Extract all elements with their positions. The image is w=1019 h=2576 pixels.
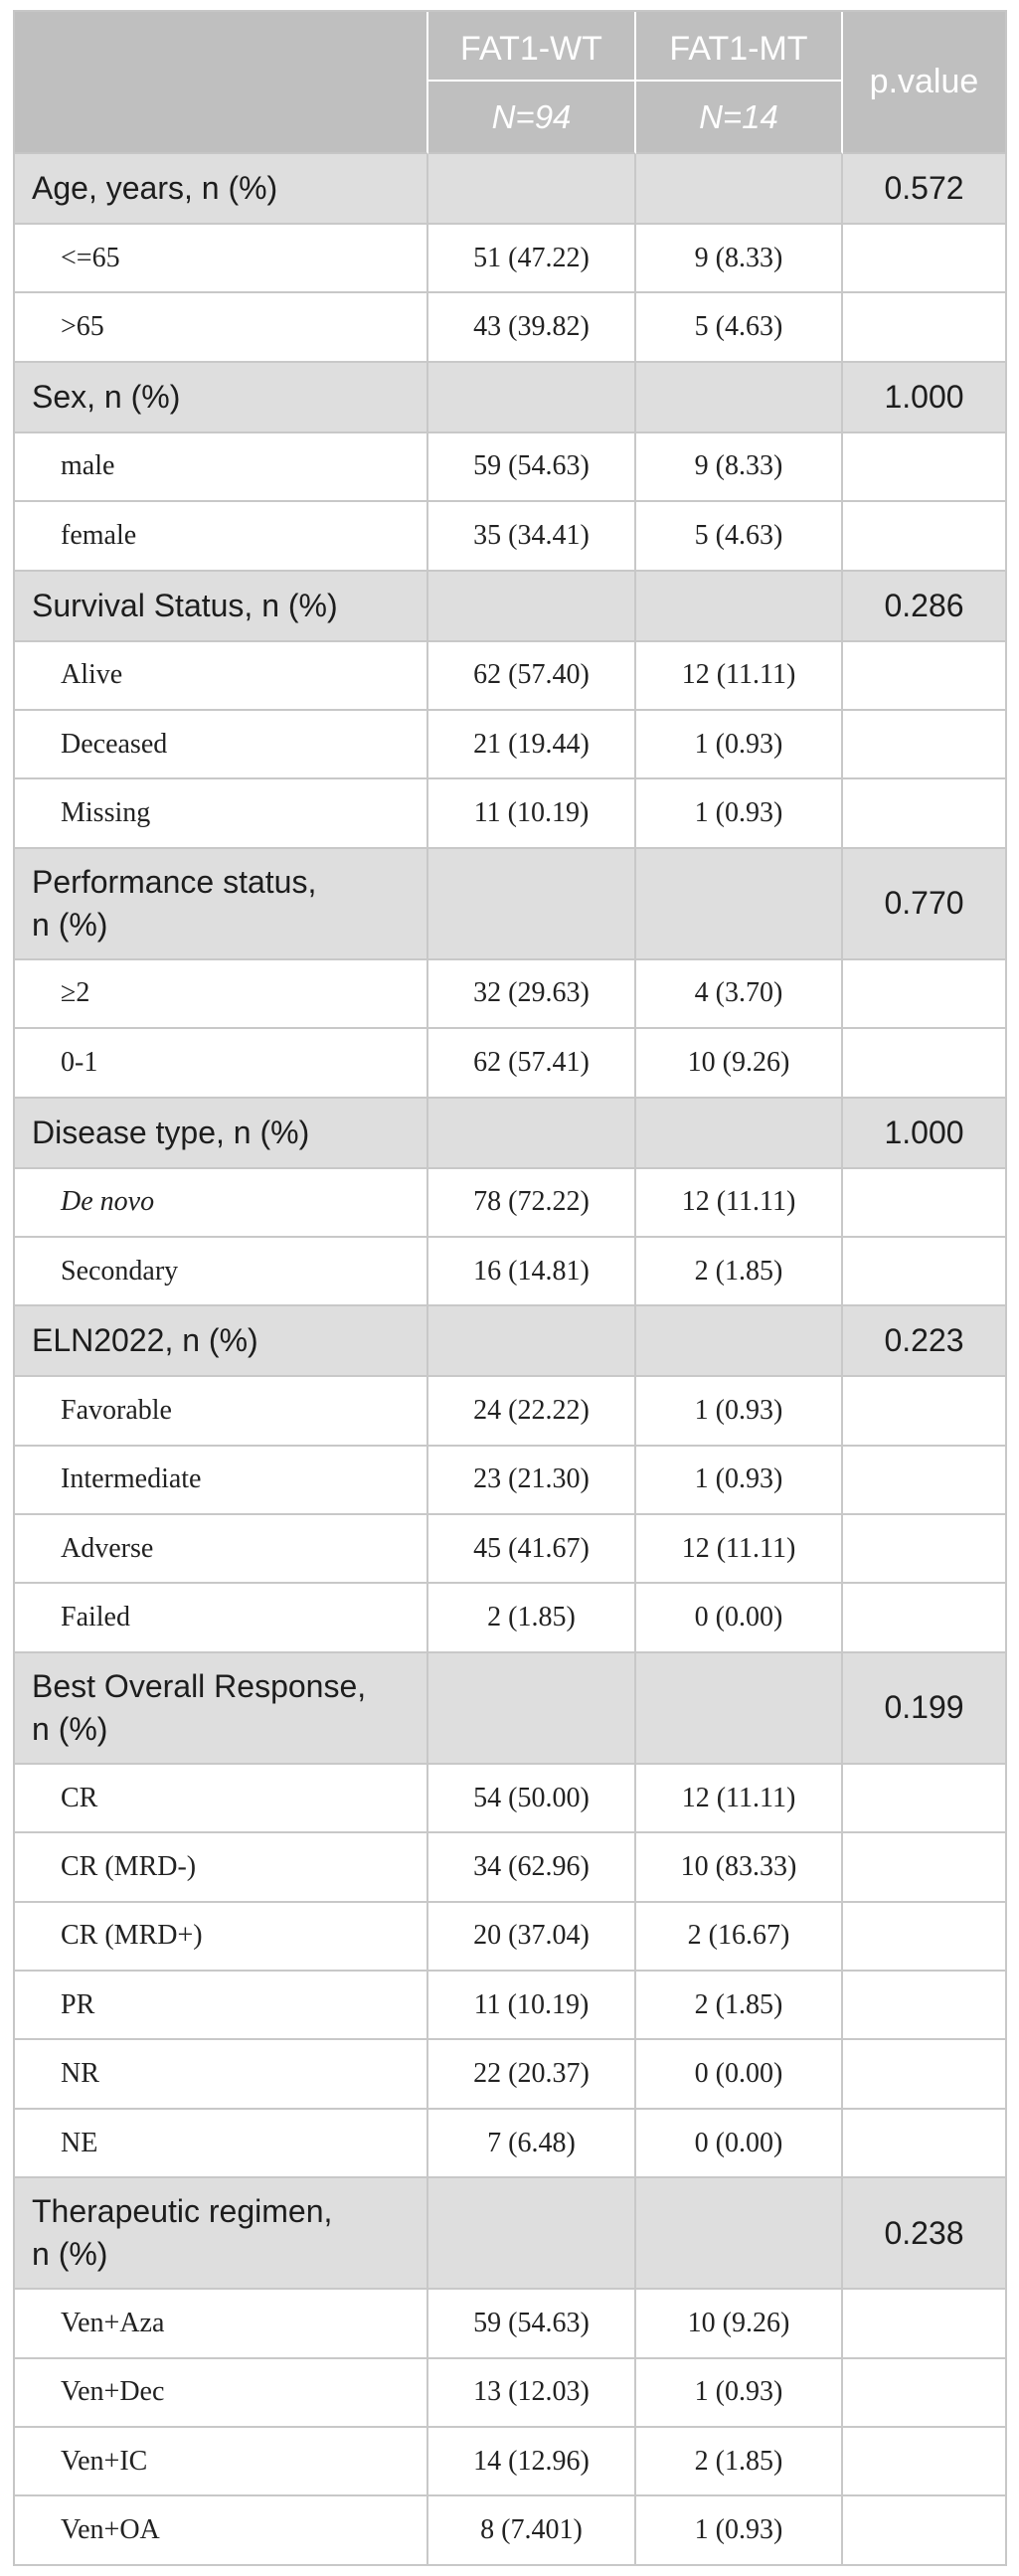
row-label: male [15,433,428,502]
table-row [15,1377,1007,1446]
wt-value: 62 (57.40) [428,642,636,711]
row-label: Ven+IC [15,2428,428,2496]
header-wt-count: N=94 [428,82,636,154]
empty-cell [843,1169,1007,1238]
wt-value: 51 (47.22) [428,225,636,293]
table-row [15,1972,1007,2040]
wt-value: 59 (54.63) [428,2290,636,2358]
mt-value: 1 (0.93) [636,2359,843,2428]
table-row [15,779,1007,848]
header-mt-count: N=14 [636,82,843,154]
section-row-therapeutic-regimen [15,2178,1007,2290]
table-row [15,2496,1007,2565]
wt-value: 14 (12.96) [428,2428,636,2496]
empty-cell [843,1765,1007,1833]
empty-cell [428,363,636,433]
section-label: ELN2022, n (%) [15,1306,428,1377]
header-p-value: p.value [843,12,1007,154]
empty-cell [636,572,843,642]
row-label: Alive [15,642,428,711]
empty-cell [428,1653,636,1765]
empty-cell [843,433,1007,502]
mt-value: 4 (3.70) [636,960,843,1029]
empty-cell [843,1833,1007,1902]
row-label: Deceased [15,711,428,779]
empty-cell [843,1029,1007,1098]
table-row [15,225,1007,293]
section-label: Best Overall Response, n (%) [15,1653,428,1765]
empty-cell [843,1584,1007,1652]
table-row [15,1833,1007,1902]
header-fat1-mt: FAT1-MT [636,12,843,82]
wt-value: 8 (7.401) [428,2496,636,2565]
empty-cell [843,960,1007,1029]
table-row [15,2040,1007,2109]
section-row-best-overall-response [15,1653,1007,1765]
empty-cell [428,849,636,960]
mt-value: 0 (0.00) [636,2040,843,2109]
header-fat1-wt: FAT1-WT [428,12,636,82]
mt-value: 2 (1.85) [636,1972,843,2040]
row-label: NR [15,2040,428,2109]
row-label: De novo [15,1169,428,1238]
section-row-eln2022 [15,1306,1007,1377]
table-row [15,1515,1007,1584]
mt-value: 1 (0.93) [636,2496,843,2565]
row-label: Intermediate [15,1447,428,1515]
table-row [15,2290,1007,2358]
empty-cell [843,779,1007,848]
empty-cell [428,1099,636,1169]
wt-value: 2 (1.85) [428,1584,636,1652]
mt-value: 9 (8.33) [636,433,843,502]
table-row [15,293,1007,362]
row-label: Missing [15,779,428,848]
p-value: 0.770 [843,849,1007,960]
wt-value: 45 (41.67) [428,1515,636,1584]
empty-cell [636,1653,843,1765]
empty-cell [636,363,843,433]
table-row [15,2359,1007,2428]
empty-cell [428,2178,636,2290]
empty-cell [843,2496,1007,2565]
wt-value: 21 (19.44) [428,711,636,779]
table-row [15,642,1007,711]
empty-cell [428,572,636,642]
section-row-disease-type [15,1099,1007,1169]
empty-cell [843,1515,1007,1584]
wt-value: 62 (57.41) [428,1029,636,1098]
wt-value: 11 (10.19) [428,779,636,848]
empty-cell [843,1447,1007,1515]
wt-value: 22 (20.37) [428,2040,636,2109]
mt-value: 1 (0.93) [636,1447,843,1515]
table-row [15,433,1007,502]
table-row [15,711,1007,779]
table-row [15,1029,1007,1098]
empty-cell [843,1972,1007,2040]
row-label: PR [15,1972,428,2040]
p-value: 1.000 [843,363,1007,433]
section-label: Survival Status, n (%) [15,572,428,642]
row-label: Secondary [15,1238,428,1306]
empty-cell [843,2359,1007,2428]
empty-cell [843,711,1007,779]
mt-value: 2 (16.67) [636,1903,843,1972]
row-label: Ven+Dec [15,2359,428,2428]
table-row [15,960,1007,1029]
row-label: CR [15,1765,428,1833]
empty-cell [843,1238,1007,1306]
wt-value: 13 (12.03) [428,2359,636,2428]
row-label: <=65 [15,225,428,293]
p-value: 1.000 [843,1099,1007,1169]
table-row [15,1903,1007,1972]
p-value: 0.199 [843,1653,1007,1765]
table-row [15,1238,1007,1306]
table-row [15,502,1007,571]
p-value: 0.223 [843,1306,1007,1377]
wt-value: 34 (62.96) [428,1833,636,1902]
empty-cell [843,1377,1007,1446]
row-label: Ven+Aza [15,2290,428,2358]
mt-value: 12 (11.11) [636,642,843,711]
mt-value: 2 (1.85) [636,2428,843,2496]
empty-cell [843,2428,1007,2496]
table-row [15,2428,1007,2496]
empty-cell [843,2040,1007,2109]
row-label: Adverse [15,1515,428,1584]
empty-cell [428,1306,636,1377]
mt-value: 2 (1.85) [636,1238,843,1306]
empty-cell [843,2110,1007,2178]
row-label: Failed [15,1584,428,1652]
mt-value: 0 (0.00) [636,2110,843,2178]
wt-value: 16 (14.81) [428,1238,636,1306]
mt-value: 0 (0.00) [636,1584,843,1652]
section-label: Therapeutic regimen, n (%) [15,2178,428,2290]
p-value: 0.572 [843,154,1007,225]
row-label: Ven+OA [15,2496,428,2565]
mt-value: 1 (0.93) [636,1377,843,1446]
table-row [15,1447,1007,1515]
empty-cell [636,849,843,960]
table-header [15,12,1007,154]
mt-value: 5 (4.63) [636,293,843,362]
table-row [15,1765,1007,1833]
empty-cell [636,1099,843,1169]
section-label: Disease type, n (%) [15,1099,428,1169]
mt-value: 5 (4.63) [636,502,843,571]
table-row [15,2110,1007,2178]
table-row [15,1584,1007,1652]
section-row-survival-status [15,572,1007,642]
mt-value: 1 (0.93) [636,779,843,848]
empty-cell [843,642,1007,711]
wt-value: 54 (50.00) [428,1765,636,1833]
section-label: Age, years, n (%) [15,154,428,225]
row-label: CR (MRD-) [15,1833,428,1902]
wt-value: 78 (72.22) [428,1169,636,1238]
wt-value: 35 (34.41) [428,502,636,571]
wt-value: 20 (37.04) [428,1903,636,1972]
header-corner-cell [15,12,428,154]
empty-cell [843,225,1007,293]
section-row-performance-status [15,849,1007,960]
section-label: Sex, n (%) [15,363,428,433]
mt-value: 9 (8.33) [636,225,843,293]
mt-value: 10 (83.33) [636,1833,843,1902]
empty-cell [636,2178,843,2290]
section-row-age [15,154,1007,225]
mt-value: 10 (9.26) [636,2290,843,2358]
wt-value: 59 (54.63) [428,433,636,502]
row-label: 0-1 [15,1029,428,1098]
empty-cell [636,1306,843,1377]
mt-value: 12 (11.11) [636,1169,843,1238]
row-label: >65 [15,293,428,362]
characteristics-table [13,10,1007,2566]
row-label: ≥2 [15,960,428,1029]
p-value: 0.238 [843,2178,1007,2290]
wt-value: 7 (6.48) [428,2110,636,2178]
wt-value: 23 (21.30) [428,1447,636,1515]
p-value: 0.286 [843,572,1007,642]
empty-cell [843,1903,1007,1972]
empty-cell [843,2290,1007,2358]
mt-value: 1 (0.93) [636,711,843,779]
section-row-sex [15,363,1007,433]
row-label: CR (MRD+) [15,1903,428,1972]
empty-cell [843,293,1007,362]
table-row [15,1169,1007,1238]
empty-cell [428,154,636,225]
wt-value: 32 (29.63) [428,960,636,1029]
wt-value: 11 (10.19) [428,1972,636,2040]
mt-value: 12 (11.11) [636,1765,843,1833]
empty-cell [636,154,843,225]
mt-value: 12 (11.11) [636,1515,843,1584]
mt-value: 10 (9.26) [636,1029,843,1098]
section-label: Performance status, n (%) [15,849,428,960]
row-label: NE [15,2110,428,2178]
row-label: Favorable [15,1377,428,1446]
empty-cell [843,502,1007,571]
row-label: female [15,502,428,571]
wt-value: 24 (22.22) [428,1377,636,1446]
wt-value: 43 (39.82) [428,293,636,362]
